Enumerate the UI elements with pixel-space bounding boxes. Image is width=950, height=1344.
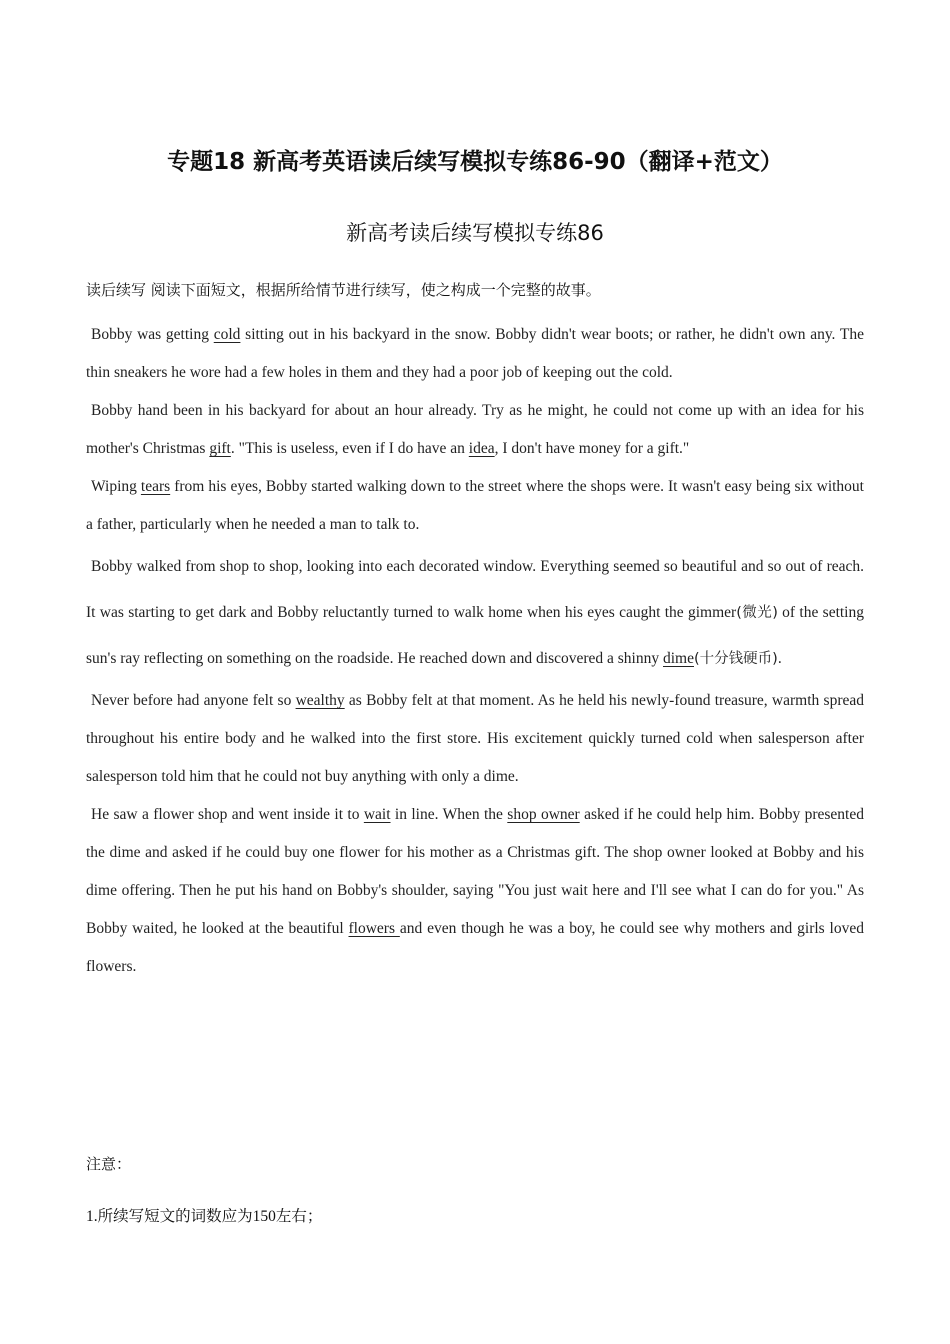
note-item-1: 1.所续写短文的词数应为150左右； xyxy=(86,1208,323,1225)
vocab-word: dime xyxy=(663,650,694,667)
document-subtitle: 新高考读后续写模拟专练86 xyxy=(346,221,604,245)
story-body xyxy=(86,316,864,986)
vocab-word: tears xyxy=(140,478,171,495)
story-paragraph-3: Wiping tears from his eyes, Bobby started walking down to the street where the shops were. It wasn't easy being six without a father, particularly when he needed a man to talk to. xyxy=(86,478,864,533)
story-paragraph-4: Bobby walked from shop to shop, looking into each decorated window. Everything seemed so beautiful and so out of reach. It was starting to get dark and Bobby reluctantly turned to walk home when his eyes caught the gimmer(微光) of the setting sun's ray reflecting on something on the roadside. He reached down and discovered a shinny dime(十分钱硬币). xyxy=(86,558,864,667)
story-paragraph-6: He saw a flower shop and went inside it to wait in line. When the shop owner asked if he could help him. Bobby presented the dime and asked if he could buy one flower for his mother as a Christmas gift. The shop owner looked at Bobby and his dime offering. Then he put his hand on Bobby's shoulder, saying "You just wait here and I'll see what I can do for you." As Bobby waited, he looked at the beautiful flowers and even though he was a boy, he could see why mothers and girls loved flowers. xyxy=(86,806,864,975)
vocab-word: shop owner xyxy=(507,806,580,823)
note-label: 注意： xyxy=(86,1155,132,1173)
chinese-gloss: (十分钱硬币) xyxy=(694,651,778,667)
vocab-word: flowers xyxy=(348,920,400,937)
chinese-gloss: (微光) xyxy=(736,605,778,621)
document-title: 专题18 新高考英语读后续写模拟专练86-90（翻译+范文） xyxy=(167,149,783,175)
story-paragraph-5: Never before had anyone felt so wealthy as Bobby felt at that moment. As he held his newly-found treasure, warmth spread throughout his entire body and he walked into the first store. His excitement quickly turned cold when salesperson after salesperson told him that he could not buy anything with only a dime. xyxy=(86,692,864,785)
story-paragraph-2: Bobby hand been in his backyard for about an hour already. Try as he might, he could not come up with an idea for his mother's Christmas gift. "This is useless, even if I do have an idea, I don't have money for a gift." xyxy=(86,402,864,457)
vocab-word: cold xyxy=(213,326,241,343)
task-instruction: 读后续写 阅读下面短文，根据所给情节进行续写，使之构成一个完整的故事。 xyxy=(86,281,601,299)
vocab-word: wealthy xyxy=(295,692,345,709)
story-paragraph-1: Bobby was getting cold sitting out in his backyard in the snow. Bobby didn't wear boots; or rather, he didn't own any. The thin sneakers he wore had a few holes in them and they had a poor job of keeping out the cold. xyxy=(86,326,864,381)
vocab-word: idea xyxy=(468,440,495,457)
vocab-word: wait xyxy=(363,806,391,823)
vocab-word: gift xyxy=(209,440,231,457)
